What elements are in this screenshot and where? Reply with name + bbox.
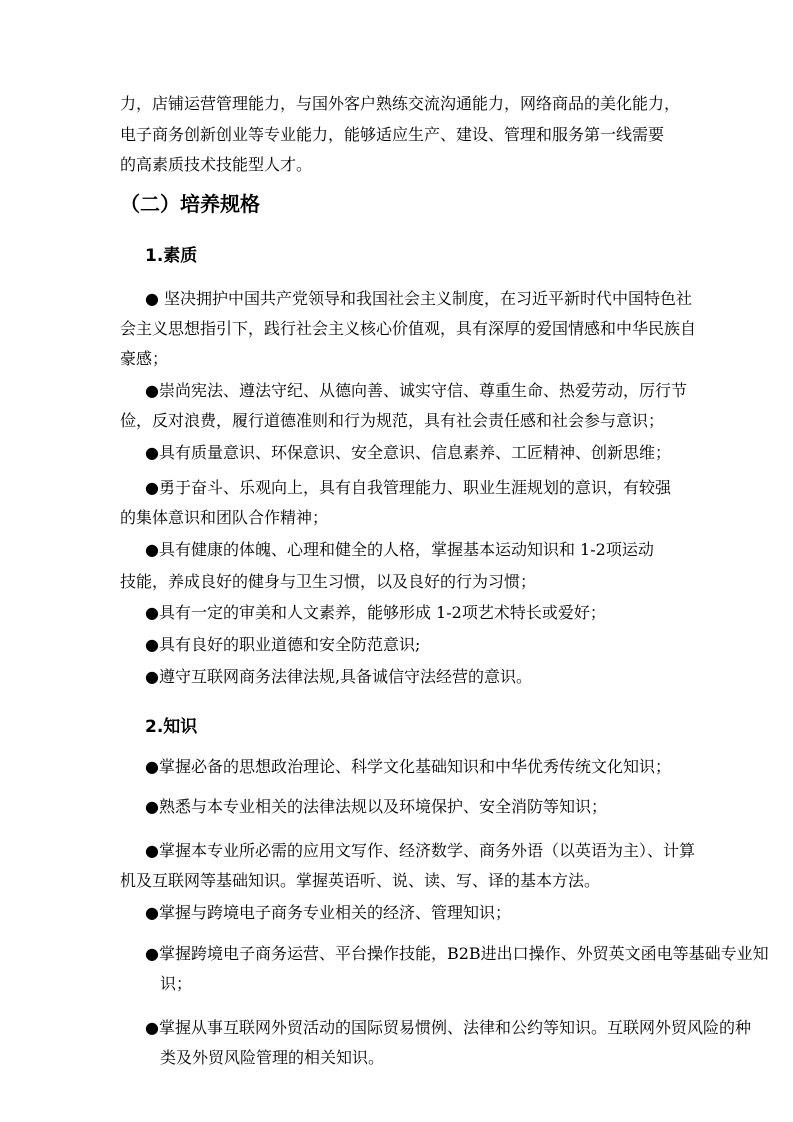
knowledge-item-line: ●掌握本专业所必需的应用文写作、经济数学、商务外语（以英语为主）、计算 xyxy=(145,841,695,860)
quality-item-line: ●具有良好的职业道德和安全防范意识; xyxy=(145,635,421,654)
intro-line: 力，店铺运营管理能力，与国外客户熟练交流沟通能力，网络商品的美化能力， xyxy=(120,94,681,113)
subsection-heading-knowledge: 2.知识 xyxy=(145,717,198,737)
knowledge-item-line: ●掌握必备的思想政治理论、科学文化基础知识和中华优秀传统文化知识； xyxy=(145,757,671,776)
quality-item-line: 技能，养成良好的健身与卫生习惯，以及良好的行为习惯； xyxy=(120,572,537,591)
knowledge-item-line: ●掌握与跨境电子商务专业相关的经济、管理知识； xyxy=(145,903,511,922)
subsection-heading-quality: 1.素质 xyxy=(145,246,198,266)
quality-item-line: ●具有健康的体魄、心理和健全的人格，掌握基本运动知识和 1-2项运动 xyxy=(145,540,654,559)
quality-item-line: ● 坚决拥护中国共产党领导和我国社会主义制度，在习近平新时代中国特色社 xyxy=(145,289,693,308)
section-heading: （二）培养规格 xyxy=(120,192,260,216)
intro-line: 的高素质技术技能型人才。 xyxy=(120,155,313,174)
knowledge-item-line: 机及互联网等基础知识。掌握英语听、说、读、写、译的基本方法。 xyxy=(120,871,601,890)
knowledge-item-line: ●掌握跨境电子商务运营、平台操作技能，B2B进出口操作、外贸英文函电等基础专业知 xyxy=(145,944,769,963)
quality-item-line: ●遵守互联网商务法律法规,具备诚信守法经营的意识。 xyxy=(145,667,533,686)
knowledge-item-line: ●熟悉与本专业相关的法律法规以及环境保护、安全消防等知识； xyxy=(145,797,607,816)
knowledge-item-line: 类及外贸风险管理的相关知识。 xyxy=(160,1048,385,1067)
knowledge-item-line: 识； xyxy=(160,974,193,993)
quality-item-line: 豪感； xyxy=(120,349,169,368)
knowledge-item-line: ●掌握从事互联网外贸活动的国际贸易惯例、法律和公约等知识。互联网外贸风险的种 xyxy=(145,1018,751,1037)
quality-item-line: ●勇于奋斗、乐观向上，具有自我管理能力、职业生涯规划的意识，有较强 xyxy=(145,478,671,497)
quality-item-line: 会主义思想指引下，践行社会主义核心价值观，具有深厚的爱国情感和中华民族自 xyxy=(120,319,697,338)
quality-item-line: ●具有质量意识、环保意识、安全意识、信息素养、工匠精神、创新思维； xyxy=(145,443,671,462)
quality-item-line: 的集体意识和团队合作精神； xyxy=(120,508,329,527)
intro-line: 电子商务创新创业等专业能力，能够适应生产、建设、管理和服务第一线需要 xyxy=(120,125,665,144)
quality-item-line: ●崇尚宪法、遵法守纪、从德向善、诚实守信、尊重生命、热爱劳动，厉行节 xyxy=(145,381,687,400)
quality-item-line: 俭，反对浪费，履行道德准则和行为规范，具有社会责任感和社会参与意识； xyxy=(120,411,665,430)
quality-item-line: ●具有一定的审美和人文素养，能够形成 1-2项艺术特长或爱好； xyxy=(145,603,606,622)
